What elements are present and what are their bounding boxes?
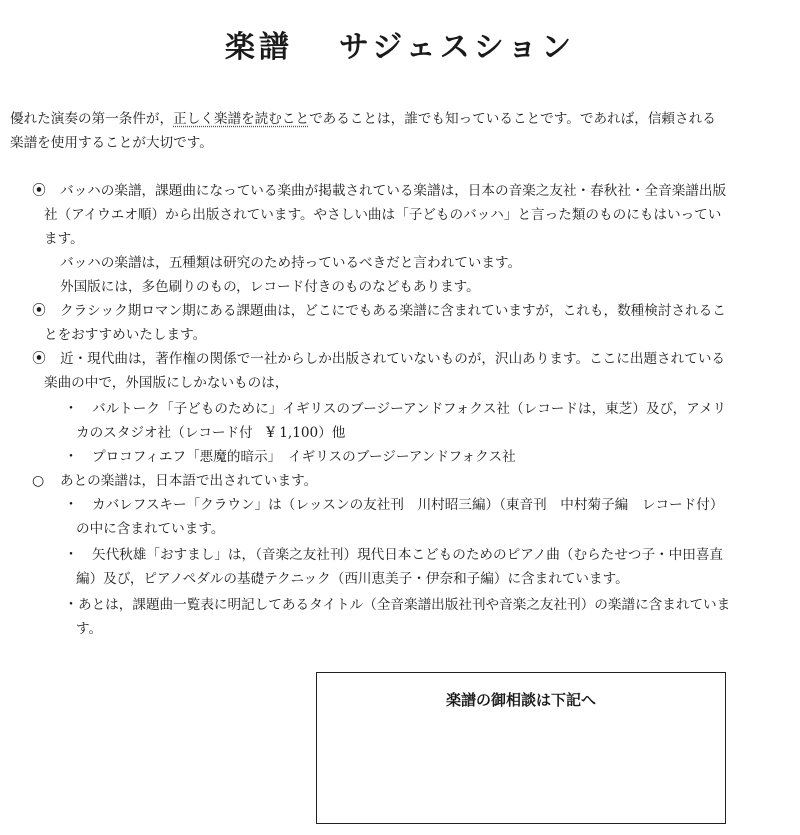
bullet-mark-2: ⦿ — [32, 303, 46, 319]
sub-bullet-mark: ・ — [64, 597, 78, 613]
bullet1-line1: バッハの楽譜，課題曲になっている楽曲が掲載されている楽譜は，日本の音楽之友社・春秋社・全音楽譜出版 — [60, 183, 727, 199]
bullet-mark-1: ⦿ — [32, 183, 46, 199]
bullet4-line1: あとの楽譜は，日本語で出されています。 — [60, 473, 318, 489]
bullet4-sub1-line2: の中に含まれています。 — [76, 521, 225, 537]
bullet4-sub2-line1: 矢代秋雄「おすまし」は，（音楽之友社刊）現代日本こどものためのピアノ曲（むらたせつ子・中田喜直 — [92, 547, 724, 563]
sub-bullet-mark: ・ — [64, 497, 78, 513]
bullet3-sub1-line1: バルトーク「子どものために」イギリスのブージーアンドフォクス社（レコードは，東芝）及び，アメリ — [92, 401, 727, 417]
bullet3-line1: 近・現代曲は，著作権の関係で一社からしか出版されていないものが，沢山あります。ここに出題されている — [60, 351, 726, 367]
bullet2-line2: とをおすすめいたします。 — [44, 327, 207, 343]
bullet2-line1: クラシック期ロマン期にある課題曲は，どこにでもある楽譜に含まれていますが，これも，数種検討されるこ — [60, 303, 726, 319]
intro-line-1: 優れた演奏の第一条件が，正しく楽譜を読むことであることは，誰でも知っていることです。であれば，信頼される — [10, 111, 716, 127]
bullet1-line5: 外国版には，多色刷りのもの，レコード付きのものなどもあります。 — [60, 279, 480, 295]
sub-bullet-mark: ・ — [64, 401, 78, 417]
bullet1-line2: 社（アイウエオ順）から出版されています。やさしい曲は「子どものバッハ」と言った類のものにもはいってい — [44, 207, 722, 223]
bullet3-sub2-line1: プロコフィエフ「悪魔的暗示」 イギリスのブージーアンドフォクス社 — [92, 449, 516, 465]
bullet-mark-4: ○ — [32, 473, 45, 489]
intro-line-2: 楽譜を使用することが大切です。 — [10, 135, 213, 151]
title-right: サジェスション — [338, 30, 576, 65]
bullet1-line3: ます。 — [44, 231, 84, 247]
sub-bullet-mark: ・ — [64, 547, 78, 563]
contact-label: 楽譜の御相談は下記へ — [445, 691, 596, 709]
bullet4-sub3-line2: す。 — [76, 621, 103, 637]
title-left: 楽譜 — [224, 30, 293, 65]
bullet3-line2: 楽曲の中で，外国版にしかないものは， — [44, 375, 289, 391]
bullet4-sub3-line1: あとは，課題曲一覧表に明記してあるタイトル（全音楽譜出版社刊や音楽之友社刊）の楽譜に含まれていま — [78, 597, 731, 613]
page-title — [0, 22, 800, 66]
emphasis-text: 正しく楽譜を読むこと — [173, 111, 310, 127]
contact-box — [316, 672, 726, 824]
bullet4-sub1-line1: カバレフスキー「クラウン」は（レッスンの友社刊 川村昭三編）（東音刊 中村菊子編 レコード付） — [92, 497, 724, 513]
bullet4-sub2-line2: 編）及び，ピアノペダルの基礎テクニック（西川恵美子・伊奈和子編）に含まれています。 — [76, 571, 629, 587]
bullet-mark-3: ⦿ — [32, 351, 46, 367]
bullet3-sub1-line2: カのスタジオ社（レコード付 ¥ 1,100）他 — [76, 425, 346, 441]
sub-bullet-mark: ・ — [64, 449, 78, 465]
bullet1-line4: バッハの楽譜は，五種類は研究のため持っているべきだと言われています。 — [60, 255, 522, 271]
